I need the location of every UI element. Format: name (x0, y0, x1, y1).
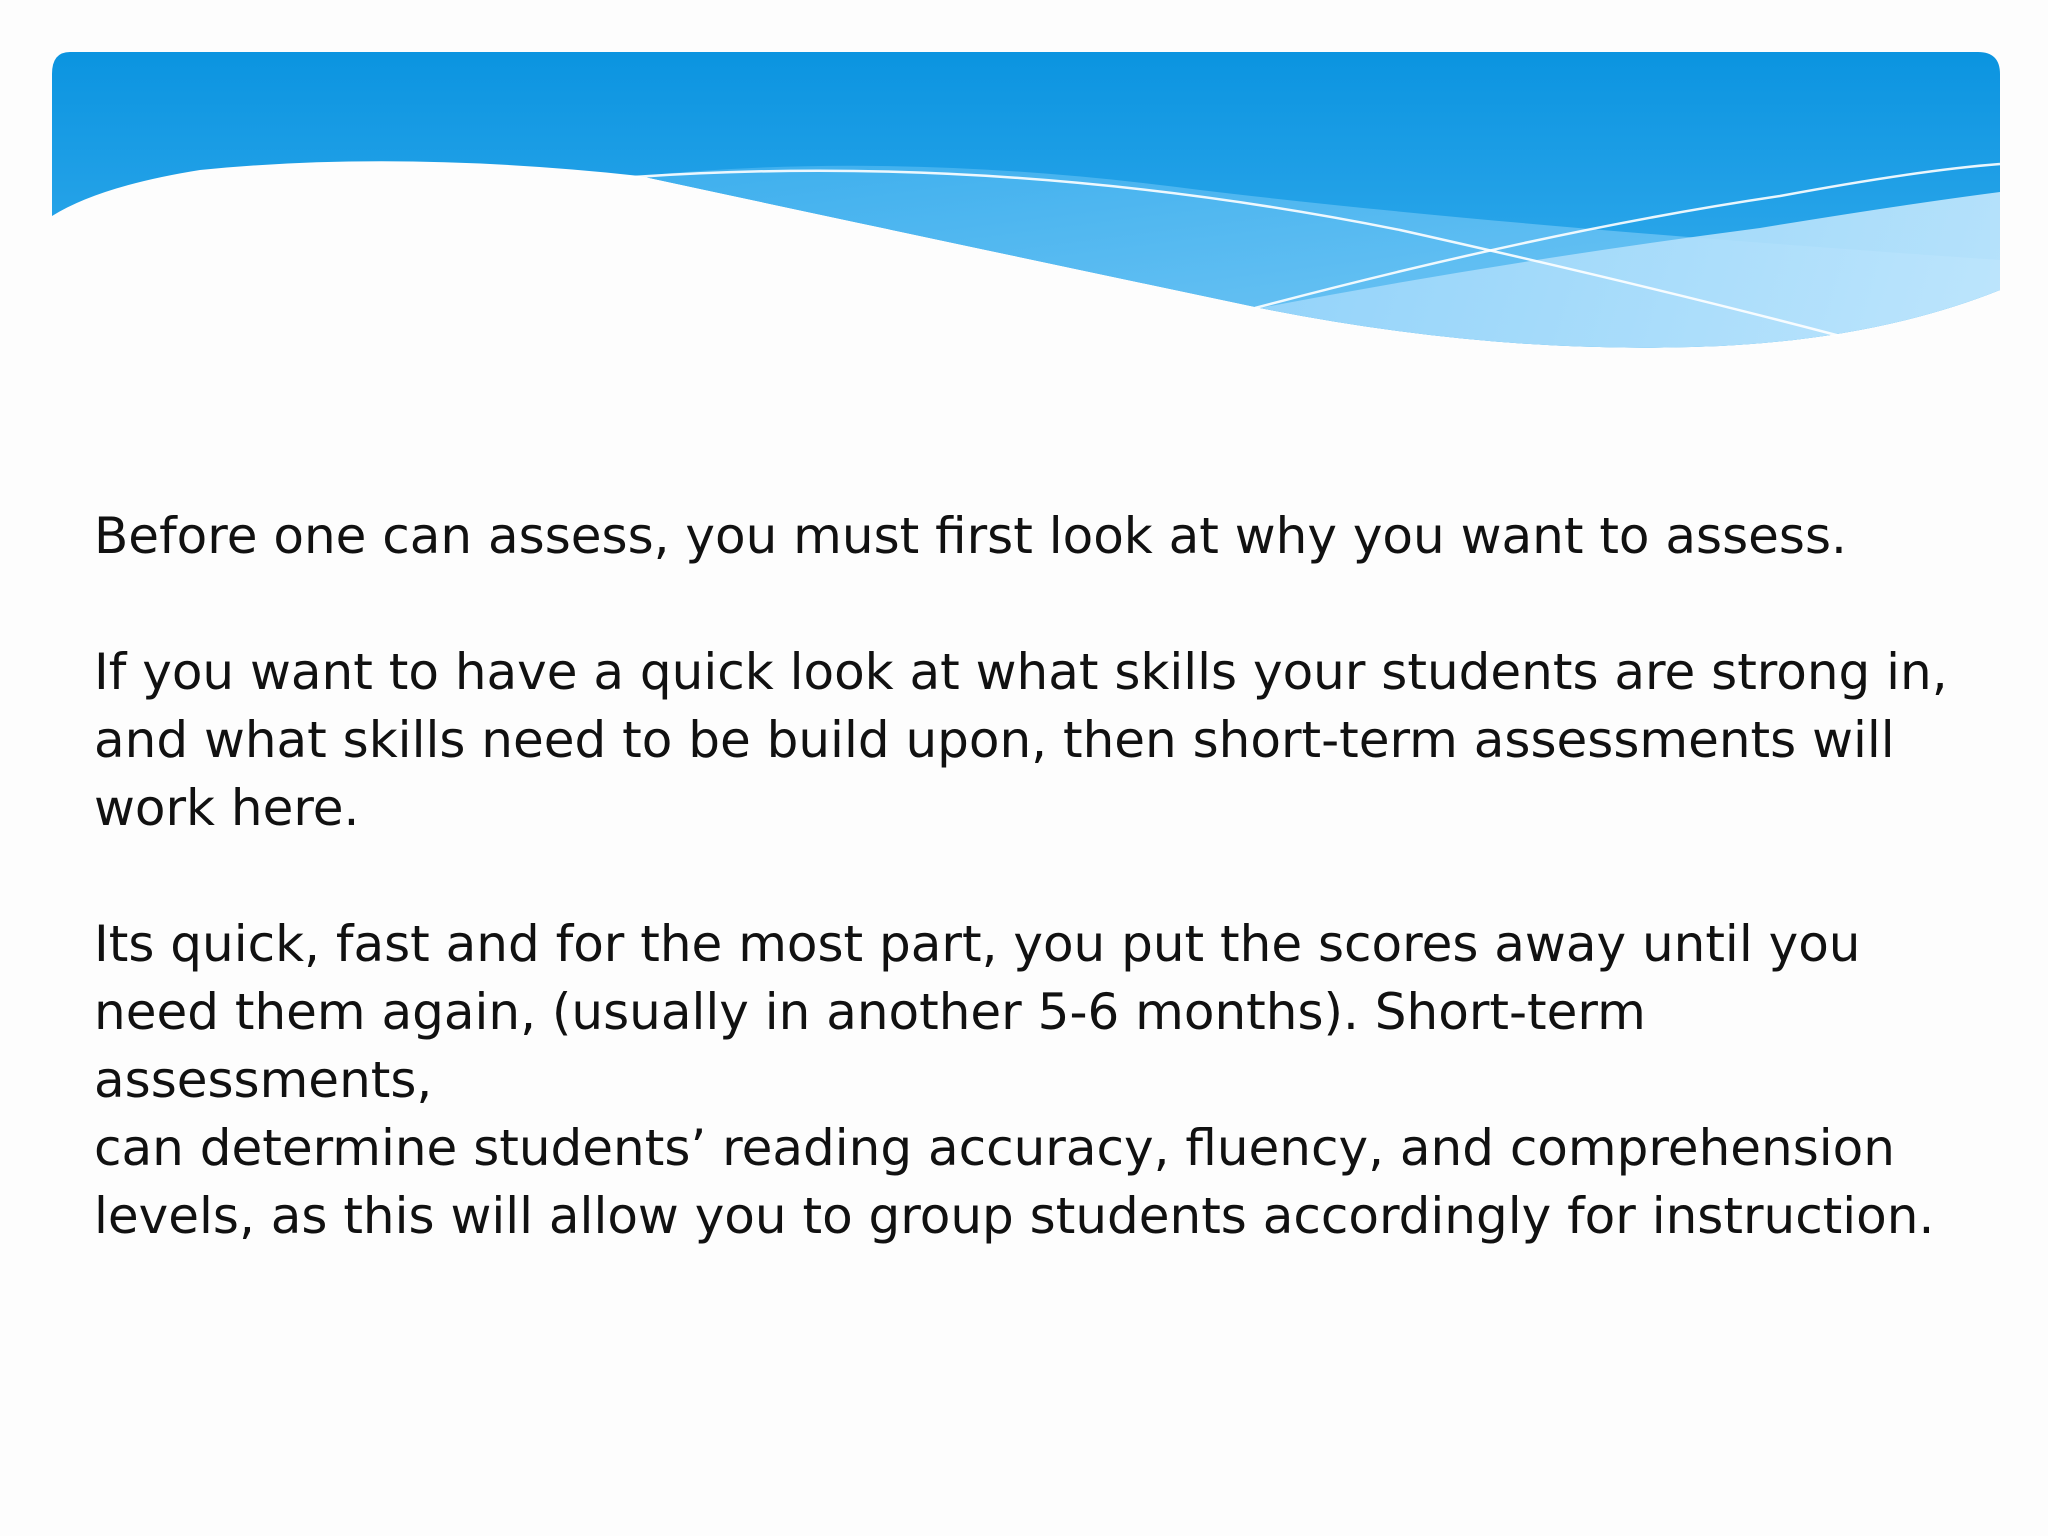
paragraph-short-term: Its quick, fast and for the most part, you put the scores away until you need them again, (usually in another 5-6 months). Short-term assessments, can determine students’ reading accuracy, fluency, and comprehension levels, as this will allow you to group students accordingly for instruction. (94, 915, 1935, 1245)
header-wave-decoration (0, 0, 2048, 400)
paragraph-why-assess: Before one can assess, you must first look at why you want to assess. (94, 507, 1847, 565)
paragraph-quick-look: If you want to have a quick look at what skills your students are strong in, and what skills need to be build upon, then short-term assessments will work here. (94, 643, 1948, 837)
body-text (94, 502, 1974, 1250)
